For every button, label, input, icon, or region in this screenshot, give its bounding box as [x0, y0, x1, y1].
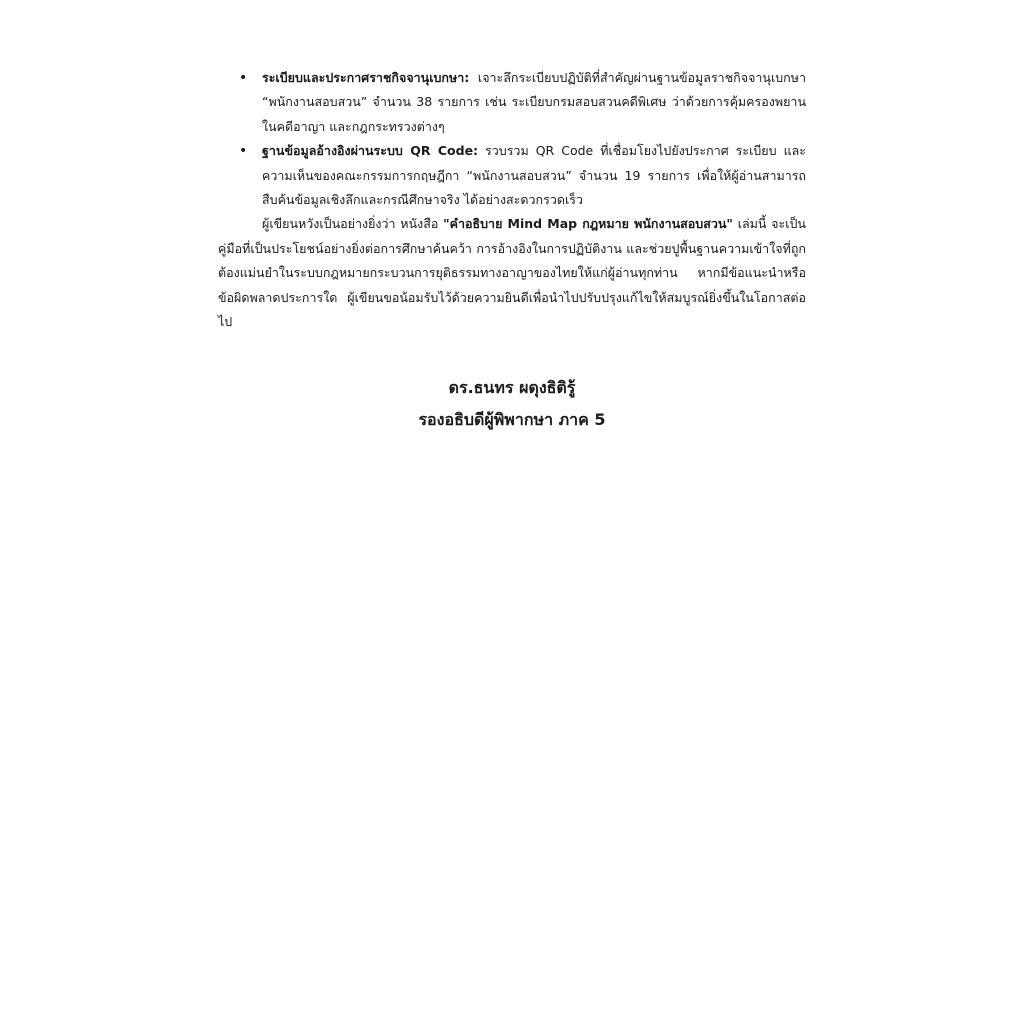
book-title: "คำอธิบาย Mind Map กฎหมาย พนักงานสอบสวน"	[443, 216, 733, 232]
bullet-icon: •	[239, 70, 248, 86]
bullet-heading: ระเบียบและประกาศราชกิจจานุเบกษา:	[262, 70, 470, 85]
author-name: ดร.ธนทร ผดุงธิติรู้	[448, 378, 576, 398]
conclusion-text-after: เล่มนี้ จะเป็นคู่มือที่เป็นประโยชน์อย่างยิ่งต่อการศึกษาค้นคว้า การอ้างอิงในการปฏิบัติงาน และช่วยปูพื้นฐานความเข้าใจที่ถูกต้องแม่นยำในระบบกฎหมายกระบวนการยุติธรรมทางอาญาของไทยให้แก่ผู้อ่านทุกท่าน หากมีข้อแนะนำหรือข้อผิดพลาดประการใด ผู้เขียนขอน้อมรับไว้ด้วยความยินดีเพื่อนำไปปรับปรุงแก้ไขให้สมบูรณ์ยิ่งขึ้นในโอกาสต่อไป	[218, 216, 806, 330]
author-position: รองอธิบดีผู้พิพากษา ภาค 5	[418, 410, 606, 430]
bullet-item-qr-code	[218, 139, 806, 212]
bullet-heading: ฐานข้อมูลอ้างอิงผ่านระบบ QR Code:	[262, 143, 479, 159]
bullet-text: รวบรวม QR Code ที่เชื่อมโยงไปยังประกาศ ระเบียบ และความเห็นของคณะกรรมการกฤษฎีกา “พนักงานสอบสวน” จำนวน 19 รายการ เพื่อให้ผู้อ่านสามารถสืบค้นข้อมูลเชิงลึกและกรณีศึกษาจริง ได้อย่างสะดวกรวดเร็ว	[262, 143, 806, 208]
conclusion-text-before: ผู้เขียนหวังเป็นอย่างยิ่งว่า หนังสือ	[262, 216, 444, 232]
bullet-item-gazette	[218, 66, 806, 139]
bullet-text: เจาะลึกระเบียบปฏิบัติที่สำคัญผ่านฐานข้อมูลราชกิจจานุเบกษา “พนักงานสอบสวน” จำนวน 38 รายการ เช่น ระเบียบกรมสอบสวนคดีพิเศษ ว่าด้วยการคุ้มครองพยานในคดีอาญา และกฎกระทรวงต่างๆ	[262, 70, 806, 134]
bullet-list	[218, 66, 806, 212]
document-page	[218, 66, 806, 436]
conclusion-paragraph	[218, 212, 806, 334]
signature-block	[218, 372, 806, 436]
bullet-icon: •	[239, 143, 248, 160]
